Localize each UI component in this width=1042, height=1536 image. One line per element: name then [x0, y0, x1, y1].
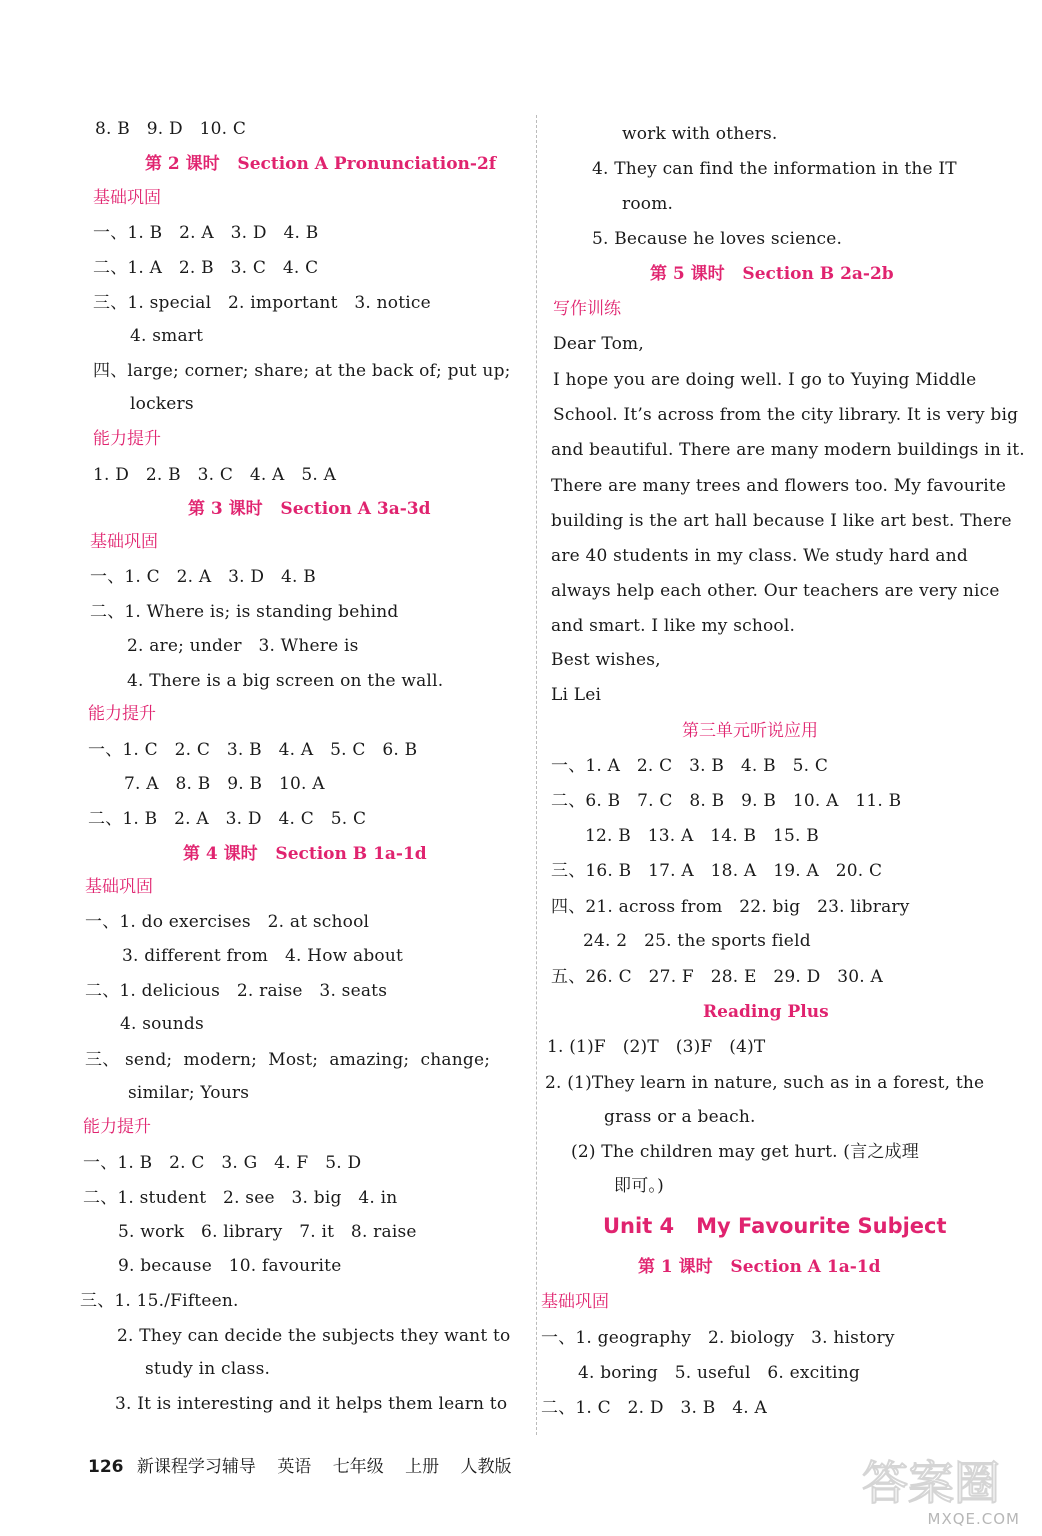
right-subheading: 基础巩固	[541, 1292, 609, 1312]
column-divider	[536, 115, 537, 1435]
left-answer-line: 一、1. B 2. A 3. D 4. B	[93, 223, 319, 243]
left-subheading: 基础巩固	[85, 877, 153, 897]
left-answer-line: 9. because 10. favourite	[118, 1256, 342, 1276]
right-answer-line: 一、1. A 2. C 3. B 4. B 5. C	[551, 756, 829, 776]
right-answer-line: There are many trees and flowers too. My favourite	[551, 476, 1007, 496]
right-answer-line: grass or a beach.	[604, 1107, 756, 1127]
right-answer-line: building is the art hall because I like art best. There	[551, 511, 1012, 531]
left-section-heading: 第 3 课时 Section A 3a-3d	[188, 499, 431, 519]
right-subheading: 写作训练	[553, 299, 621, 319]
left-subheading: 能力提升	[88, 704, 156, 724]
left-subheading: 基础巩固	[90, 532, 158, 552]
right-unit-title: Unit 4 My Favourite Subject	[603, 1214, 947, 1238]
left-answer-line: 一、1. do exercises 2. at school	[85, 912, 370, 932]
left-answer-line: 1. D 2. B 3. C 4. A 5. A	[93, 465, 337, 485]
left-answer-line: 4. smart	[130, 326, 204, 346]
right-answer-line: Li Lei	[551, 685, 602, 705]
volume: 上册	[405, 1457, 440, 1477]
right-answer-line: work with others.	[622, 124, 778, 144]
left-answer-line: 8. B 9. D 10. C	[95, 119, 247, 139]
left-section-heading: 第 4 课时 Section B 1a-1d	[183, 844, 427, 864]
left-answer-line: 3. different from 4. How about	[122, 946, 404, 966]
left-subheading: 基础巩固	[93, 188, 161, 208]
left-section-heading: 第 2 课时 Section A Pronunciation-2f	[145, 154, 497, 174]
right-answer-line: and beautiful. There are many modern buildings in it.	[551, 440, 1025, 460]
left-answer-line: 二、1. A 2. B 3. C 4. C	[93, 258, 319, 278]
right-answer-line: Best wishes,	[551, 650, 661, 670]
right-answer-line: 1. (1)F (2)T (3)F (4)T	[547, 1037, 766, 1057]
left-answer-line: 四、large; corner; share; at the back of; put up;	[93, 361, 511, 381]
right-answer-line: 三、16. B 17. A 18. A 19. A 20. C	[551, 861, 883, 881]
right-answer-line: are 40 students in my class. We study hard and	[551, 546, 968, 566]
right-answer-line: Dear Tom,	[553, 334, 644, 354]
left-answer-line: 二、1. B 2. A 3. D 4. C 5. C	[88, 809, 367, 829]
right-answer-line: 2. (1)They learn in nature, such as in a forest, the	[545, 1073, 985, 1093]
left-answer-line: 3. It is interesting and it helps them learn to	[115, 1394, 508, 1414]
left-answer-line: 二、1. Where is; is standing behind	[90, 602, 399, 622]
right-section-heading: Reading Plus	[703, 1002, 829, 1022]
left-answer-line: 二、1. delicious 2. raise 3. seats	[85, 981, 388, 1001]
right-section-heading: 第 1 课时 Section A 1a-1d	[638, 1257, 881, 1277]
left-answer-line: 三、1. special 2. important 3. notice	[93, 293, 431, 313]
right-answer-line: 24. 2 25. the sports field	[583, 931, 811, 951]
left-answer-line: 一、1. C 2. C 3. B 4. A 5. C 6. B	[88, 740, 418, 760]
right-answer-line: 五、26. C 27. F 28. E 29. D 30. A	[551, 967, 883, 987]
right-answer-line: 四、21. across from 22. big 23. library	[551, 897, 910, 917]
right-answer-line: 二、1. C 2. D 3. B 4. A	[541, 1398, 767, 1418]
left-answer-line: 二、1. student 2. see 3. big 4. in	[83, 1188, 398, 1208]
left-answer-line: 4. There is a big screen on the wall.	[127, 671, 444, 691]
left-answer-line: 7. A 8. B 9. B 10. A	[124, 774, 325, 794]
edition: 人教版	[460, 1457, 512, 1477]
right-answer-line: and smart. I like my school.	[551, 616, 796, 636]
right-answer-line: I hope you are doing well. I go to Yuying Middle	[553, 370, 977, 390]
left-answer-line: 4. sounds	[120, 1014, 204, 1034]
right-answer-line: 12. B 13. A 14. B 15. B	[585, 826, 819, 846]
left-answer-line: similar; Yours	[128, 1083, 250, 1103]
left-subheading: 能力提升	[83, 1117, 151, 1137]
left-answer-line: lockers	[130, 394, 194, 414]
right-answer-line: 4. They can find the information in the IT	[592, 159, 957, 179]
left-answer-line: 一、1. C 2. A 3. D 4. B	[90, 567, 316, 587]
grade: 七年级	[332, 1457, 384, 1477]
book-title: 新课程学习辅导	[136, 1457, 256, 1477]
left-answer-line: 2. are; under 3. Where is	[127, 636, 359, 656]
right-answer-line: room.	[622, 194, 674, 214]
left-answer-line: 5. work 6. library 7. it 8. raise	[118, 1222, 417, 1242]
right-answer-line: 即可。)	[614, 1176, 664, 1196]
watermark-site: MXQE.COM	[927, 1510, 1020, 1528]
page-number: 126	[88, 1457, 124, 1477]
left-answer-line: 三、1. 15./Fifteen.	[80, 1291, 239, 1311]
page-footer	[88, 1452, 528, 1477]
right-answer-line: 5. Because he loves science.	[592, 229, 843, 249]
left-answer-line: 一、1. B 2. C 3. G 4. F 5. D	[83, 1153, 362, 1173]
right-subheading: 第三单元听说应用	[682, 721, 818, 741]
left-subheading: 能力提升	[93, 429, 161, 449]
left-answer-line: study in class.	[145, 1359, 271, 1379]
right-answer-line: always help each other. Our teachers are very nice	[551, 581, 1000, 601]
right-answer-line: 一、1. geography 2. biology 3. history	[541, 1328, 895, 1348]
subject: 英语	[277, 1457, 312, 1477]
right-answer-line: School. It’s across from the city library. It is very big	[553, 405, 1019, 425]
right-answer-line: (2) The children may get hurt. (言之成理	[571, 1142, 919, 1162]
right-answer-line: 二、6. B 7. C 8. B 9. B 10. A 11. B	[551, 791, 902, 811]
left-answer-line: 2. They can decide the subjects they want to	[117, 1326, 511, 1346]
right-answer-line: 4. boring 5. useful 6. exciting	[578, 1363, 860, 1383]
watermark-text: 答案圈	[862, 1456, 1000, 1510]
right-section-heading: 第 5 课时 Section B 2a-2b	[650, 264, 894, 284]
left-answer-line: 三、 send; modern; Most; amazing; change;	[85, 1050, 491, 1070]
